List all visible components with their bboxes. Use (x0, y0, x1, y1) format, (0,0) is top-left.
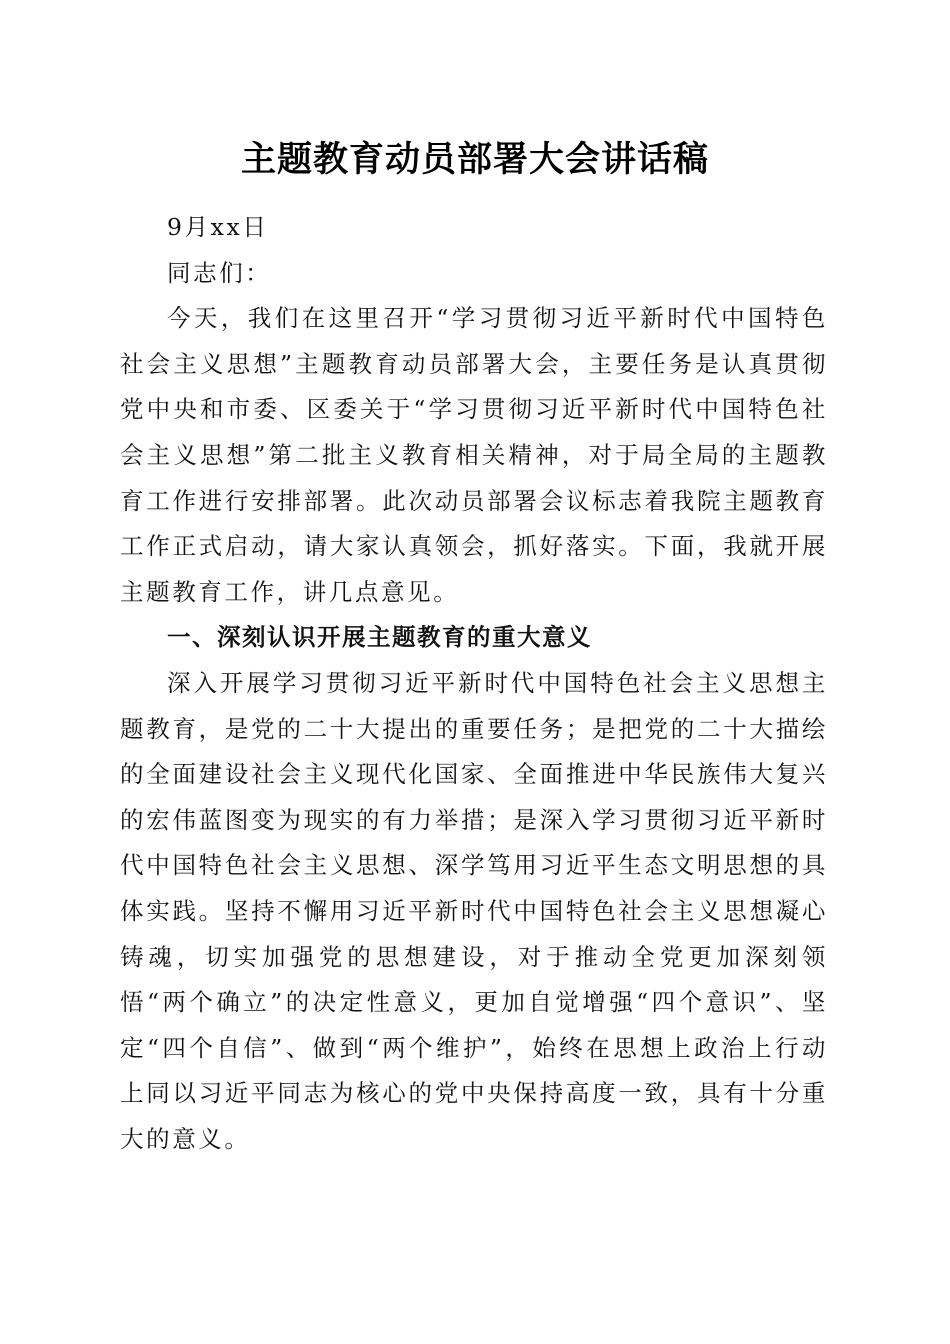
section-heading: 一、深刻认识开展主题教育的重大意义 (167, 623, 592, 652)
document-title: 主题教育动员部署大会讲话稿 (240, 140, 709, 180)
greeting: 同志们： (167, 258, 272, 287)
section-paragraph: 深入开展学习贯彻习近平新时代中国特色社会主义思想主题教育，是党的二十大提出的重要任务；是把党的二十大描绘的全面建设社会主义现代化国家、全面推进中华民族伟大复兴的宏伟蓝图变为现实的有力举措；是深入学习贯彻习近平新时代中国特色社会主义思想、深学笃用习近平生态文明思想的具体实践。坚持不懈用习近平新时代中国特色社会主义思想凝心铸魂，切实加强党的思想建设，对于推动全党更加深刻领悟“两个确立”的决定性意义，更加自觉增强“四个意识”、坚定“四个自信”、做到“两个维护”，始终在思想上政治上行动上同以习近平同志为核心的党中央保持高度一致，具有十分重大的意义。 (120, 668, 828, 1153)
intro-paragraph: 今天，我们在这里召开“学习贯彻习近平新时代中国特色社会主义思想”主题教育动员部署大会，主要任务是认真贯彻党中央和市委、区委关于“学习贯彻习近平新时代中国特色社会主义思想”第二批主义教育相关精神，对于局全局的主题教育工作进行安排部署。此次动员部署会议标志着我院主题教育工作正式启动，请大家认真领会，抓好落实。下面，我就开展主题教育工作，讲几点意见。 (120, 304, 828, 606)
document-date: 9月xx日 (167, 213, 269, 241)
document-body (120, 205, 828, 1162)
